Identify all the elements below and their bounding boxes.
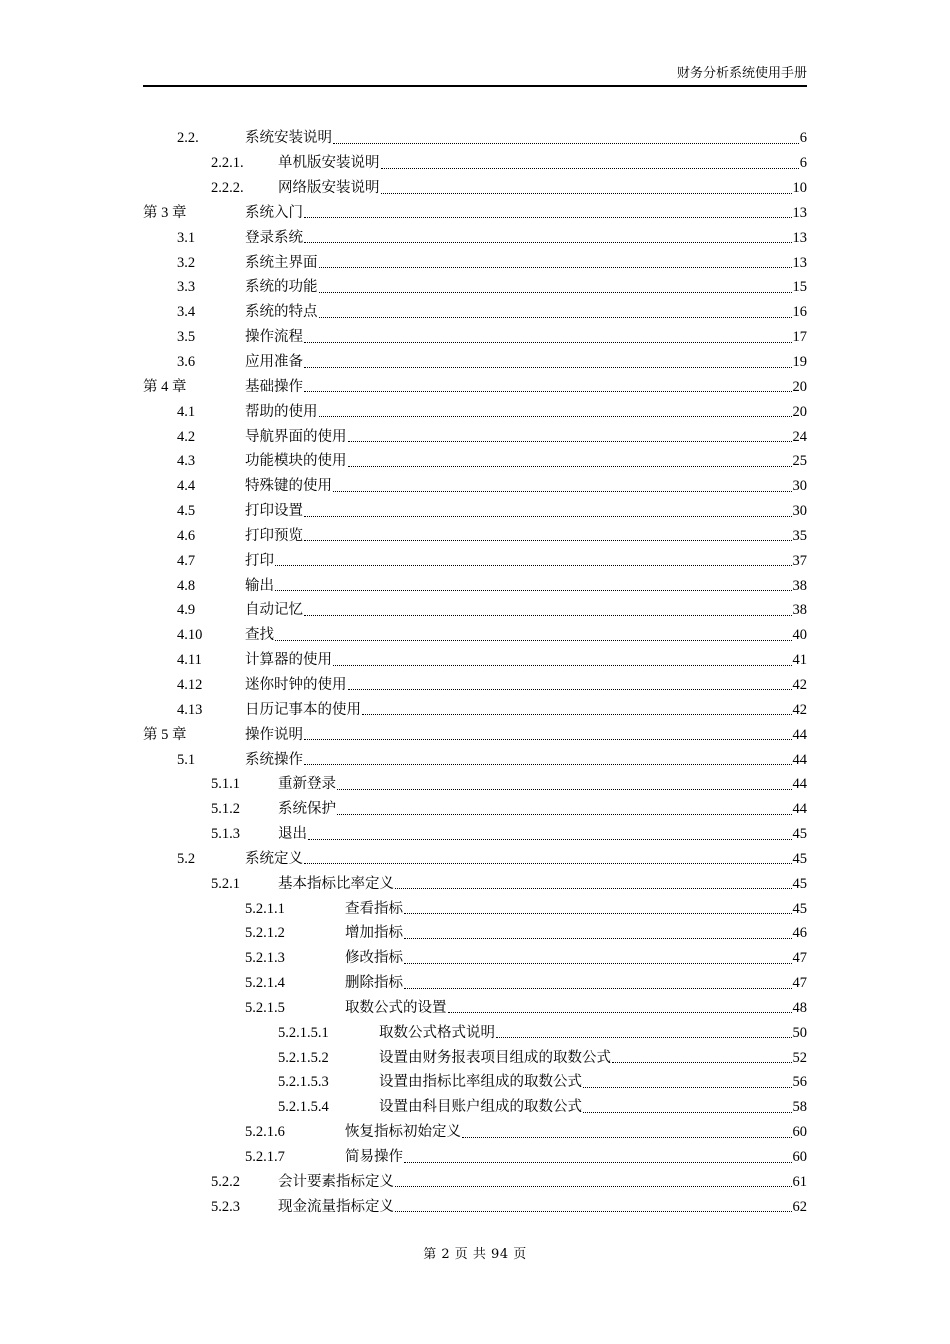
toc-entry-number: 5.2.1.6 [245,1124,285,1141]
toc-entry-title: 增加指标 [345,925,403,942]
toc-entry-title: 查找 [245,627,274,644]
toc-entry-title: 网络版安装说明 [278,180,380,197]
toc-entry-title: 操作流程 [245,329,303,346]
toc-dot-leader [381,193,792,194]
toc-entry-title: 帮助的使用 [245,403,318,420]
toc-entry[interactable] [143,325,807,350]
toc-entry-number: 4.3 [177,453,196,470]
toc-entry-page: 10 [792,180,807,197]
toc-entry-number: 5.1.3 [211,826,240,843]
toc-dot-leader [583,1087,792,1088]
toc-entry[interactable] [143,176,807,201]
toc-entry-page: 6 [799,155,807,172]
toc-dot-leader [404,938,792,939]
toc-entry-number: 5.2.1.7 [245,1149,285,1166]
toc-entry-title: 取数公式格式说明 [379,1024,495,1041]
toc-dot-leader [333,143,799,144]
toc-dot-leader [319,292,792,293]
toc-entry-number: 5.2.1.5.4 [278,1099,329,1116]
toc-entry-title: 会计要素指标定义 [278,1173,394,1190]
toc-entry[interactable] [143,1194,807,1219]
toc-entry-number: 5.2.1.5.2 [278,1049,329,1066]
toc-dot-leader [304,391,792,392]
toc-dot-leader [304,615,792,616]
toc-dot-leader [348,441,792,442]
toc-entry-number: 3.6 [177,354,196,371]
toc-entry-number: 3.1 [177,229,196,246]
toc-entry-number: 第 4 章 [143,378,187,395]
toc-entry-number: 4.7 [177,552,196,569]
toc-entry-title: 操作说明 [245,726,303,743]
toc-entry-page: 42 [792,676,807,693]
toc-entry[interactable] [143,275,807,300]
toc-entry-number: 5.2.1.4 [245,975,285,992]
toc-entry-page: 50 [792,1024,807,1041]
toc-entry-number: 4.1 [177,403,196,420]
toc-entry-page: 6 [799,130,807,147]
toc-entry-page: 37 [792,552,807,569]
toc-entry-number: 4.8 [177,577,196,594]
toc-entry-page: 15 [792,279,807,296]
toc-entry[interactable] [143,1169,807,1194]
toc-dot-leader [362,714,792,715]
toc-entry[interactable] [143,1070,807,1095]
toc-entry[interactable] [143,151,807,176]
toc-dot-leader [275,565,792,566]
toc-entry-page: 41 [792,652,807,669]
toc-entry[interactable] [143,921,807,946]
toc-entry[interactable] [143,1095,807,1120]
toc-dot-leader [333,665,792,666]
toc-entry[interactable] [143,1020,807,1045]
toc-dot-leader [337,814,792,815]
toc-entry-page: 52 [792,1049,807,1066]
toc-entry[interactable] [143,201,807,226]
toc-entry-title: 打印设置 [245,503,303,520]
toc-entry-title: 设置由指标比率组成的取数公式 [379,1074,582,1091]
toc-entry-number: 5.1.1 [211,776,240,793]
toc-entry-number: 2.2.2. [211,180,244,197]
toc-entry-title: 打印 [245,552,274,569]
toc-entry-number: 4.11 [177,652,202,669]
toc-entry-title: 应用准备 [245,354,303,371]
toc-entry-title: 系统操作 [245,751,303,768]
toc-entry-page: 30 [792,503,807,520]
toc-entry[interactable] [143,250,807,275]
toc-entry-title: 基础操作 [245,378,303,395]
toc-entry-page: 44 [792,726,807,743]
toc-entry-page: 60 [792,1149,807,1166]
toc-entry-page: 25 [792,453,807,470]
toc-entry-page: 46 [792,925,807,942]
toc-entry[interactable] [143,424,807,449]
toc-dot-leader [319,416,792,417]
toc-dot-leader [304,863,792,864]
toc-entry-page: 58 [792,1099,807,1116]
toc-dot-leader [448,1012,792,1013]
toc-entry-title: 查看指标 [345,900,403,917]
toc-entry[interactable] [143,573,807,598]
toc-entry-title: 删除指标 [345,975,403,992]
toc-entry-page: 17 [792,329,807,346]
toc-entry[interactable] [143,474,807,499]
toc-entry-title: 系统的功能 [245,279,318,296]
toc-entry[interactable] [143,399,807,424]
toc-entry-number: 3.5 [177,329,196,346]
toc-entry-page: 56 [792,1074,807,1091]
toc-dot-leader [304,217,792,218]
toc-entry-title: 系统主界面 [245,254,318,271]
toc-dot-leader [319,317,792,318]
toc-entry-page: 44 [792,801,807,818]
toc-entry-page: 61 [792,1173,807,1190]
toc-entry-page: 38 [792,602,807,619]
toc-entry-page: 45 [792,826,807,843]
toc-dot-leader [275,640,792,641]
toc-entry-title: 自动记忆 [245,602,303,619]
page-footer: 第 2 页 共 94 页 [423,1247,527,1262]
toc-entry-title: 修改指标 [345,950,403,967]
toc-entry-number: 4.13 [177,701,203,718]
toc-entry-number: 3.3 [177,279,196,296]
toc-entry-title: 日历记事本的使用 [245,701,361,718]
toc-entry-page: 13 [792,254,807,271]
toc-dot-leader [612,1062,792,1063]
toc-entry-title: 系统安装说明 [245,130,332,147]
toc-entry-page: 44 [792,776,807,793]
toc-dot-leader [395,1211,792,1212]
toc-entry[interactable] [143,648,807,673]
toc-entry-page: 40 [792,627,807,644]
toc-entry[interactable] [143,524,807,549]
toc-entry-page: 47 [792,975,807,992]
toc-entry[interactable] [143,747,807,772]
toc-entry[interactable] [143,722,807,747]
toc-dot-leader [381,168,799,169]
toc-entry-number: 5.2.1.1 [245,900,285,917]
toc-entry-page: 62 [792,1198,807,1215]
toc-entry-page: 44 [792,751,807,768]
toc-entry-title: 系统的特点 [245,304,318,321]
toc-entry-title: 退出 [278,826,307,843]
toc-entry-number: 5.2.1 [211,875,240,892]
toc-entry-title: 输出 [245,577,274,594]
toc-entry-page: 38 [792,577,807,594]
toc-dot-leader [348,689,792,690]
toc-dot-leader [304,516,792,517]
toc-entry[interactable] [143,772,807,797]
toc-entry-page: 13 [792,229,807,246]
toc-entry[interactable] [143,300,807,325]
toc-entry[interactable] [143,1045,807,1070]
toc-entry-page: 13 [792,204,807,221]
toc-entry-number: 2.2. [177,130,199,147]
toc-entry-title: 设置由科目账户组成的取数公式 [379,1099,582,1116]
toc-entry-number: 第 3 章 [143,204,187,221]
toc-entry-number: 5.2.1.5.3 [278,1074,329,1091]
toc-entry-page: 35 [792,527,807,544]
toc-entry-title: 系统定义 [245,850,303,867]
toc-entry-page: 20 [792,378,807,395]
toc-entry-number: 2.2.1. [211,155,244,172]
toc-entry[interactable] [143,996,807,1021]
toc-entry-number: 5.2.1.5 [245,999,285,1016]
toc-entry[interactable] [143,797,807,822]
toc-entry-title: 基本指标比率定义 [278,875,394,892]
toc-entry-page: 60 [792,1124,807,1141]
toc-dot-leader [348,466,792,467]
toc-entry-title: 导航界面的使用 [245,428,347,445]
toc-entry-title: 取数公式的设置 [345,999,447,1016]
toc-dot-leader [308,839,792,840]
toc-entry-title: 恢复指标初始定义 [345,1124,461,1141]
toc-dot-leader [404,913,792,914]
toc-dot-leader [319,267,792,268]
toc-entry[interactable] [143,896,807,921]
toc-dot-leader [395,1186,792,1187]
toc-entry[interactable] [143,449,807,474]
toc-dot-leader [275,590,792,591]
toc-dot-leader [333,491,792,492]
toc-entry[interactable] [143,548,807,573]
toc-dot-leader [337,789,792,790]
toc-dot-leader [395,888,792,889]
toc-entry-page: 45 [792,875,807,892]
toc-dot-leader [404,988,792,989]
toc-entry-number: 4.6 [177,527,196,544]
toc-entry-page: 20 [792,403,807,420]
toc-entry-number: 5.2.2 [211,1173,240,1190]
toc-entry[interactable] [143,1145,807,1170]
toc-entry[interactable] [143,846,807,871]
toc-entry-title: 计算器的使用 [245,652,332,669]
toc-entry[interactable] [143,822,807,847]
header-divider [143,85,807,87]
toc-entry-title: 单机版安装说明 [278,155,380,172]
toc-entry-number: 5.2.1.5.1 [278,1024,329,1041]
toc-entry-number: 5.2.3 [211,1198,240,1215]
toc-entry-title: 迷你时钟的使用 [245,676,347,693]
toc-entry-title: 重新登录 [278,776,336,793]
toc-entry-number: 4.10 [177,627,203,644]
toc-entry[interactable] [143,673,807,698]
toc-entry[interactable] [143,374,807,399]
toc-entry-number: 3.2 [177,254,196,271]
toc-dot-leader [462,1137,792,1138]
toc-entry-title: 设置由财务报表项目组成的取数公式 [379,1049,611,1066]
toc-entry[interactable] [143,126,807,151]
toc-entry-number: 3.4 [177,304,196,321]
toc-dot-leader [404,963,792,964]
toc-entry-number: 4.4 [177,478,196,495]
toc-entry-number: 4.9 [177,602,196,619]
toc-entry-title: 系统保护 [278,801,336,818]
page-header-title: 财务分析系统使用手册 [676,66,807,81]
toc-entry-number: 5.2.1.3 [245,950,285,967]
table-of-contents [143,126,807,1219]
toc-entry[interactable] [143,697,807,722]
toc-entry[interactable] [143,598,807,623]
toc-dot-leader [304,367,792,368]
toc-entry-page: 48 [792,999,807,1016]
toc-entry-number: 5.2 [177,850,196,867]
toc-entry[interactable] [143,871,807,896]
toc-entry[interactable] [143,946,807,971]
toc-dot-leader [404,1162,792,1163]
toc-entry-number: 5.1.2 [211,801,240,818]
toc-entry[interactable] [143,225,807,250]
toc-entry-title: 打印预览 [245,527,303,544]
toc-entry[interactable] [143,499,807,524]
toc-entry-number: 4.5 [177,503,196,520]
toc-dot-leader [304,342,792,343]
toc-entry-title: 特殊键的使用 [245,478,332,495]
toc-entry-number: 第 5 章 [143,726,187,743]
toc-entry-number: 5.2.1.2 [245,925,285,942]
toc-dot-leader [304,540,792,541]
toc-entry[interactable] [143,623,807,648]
toc-entry-page: 24 [792,428,807,445]
toc-dot-leader [304,764,792,765]
toc-entry-title: 登录系统 [245,229,303,246]
toc-entry-title: 系统入门 [245,204,303,221]
toc-entry-number: 4.12 [177,676,203,693]
toc-entry-page: 16 [792,304,807,321]
toc-entry-page: 30 [792,478,807,495]
toc-entry[interactable] [143,350,807,375]
toc-dot-leader [583,1112,792,1113]
toc-entry[interactable] [143,1120,807,1145]
toc-entry-page: 42 [792,701,807,718]
toc-dot-leader [304,242,792,243]
toc-entry-title: 简易操作 [345,1149,403,1166]
toc-entry-page: 19 [792,354,807,371]
toc-entry-number: 5.1 [177,751,196,768]
toc-entry-page: 45 [792,850,807,867]
toc-dot-leader [496,1037,792,1038]
toc-entry-title: 功能模块的使用 [245,453,347,470]
toc-entry-page: 47 [792,950,807,967]
toc-dot-leader [304,739,792,740]
toc-entry-title: 现金流量指标定义 [278,1198,394,1215]
toc-entry-number: 4.2 [177,428,196,445]
toc-entry-page: 45 [792,900,807,917]
toc-entry[interactable] [143,971,807,996]
